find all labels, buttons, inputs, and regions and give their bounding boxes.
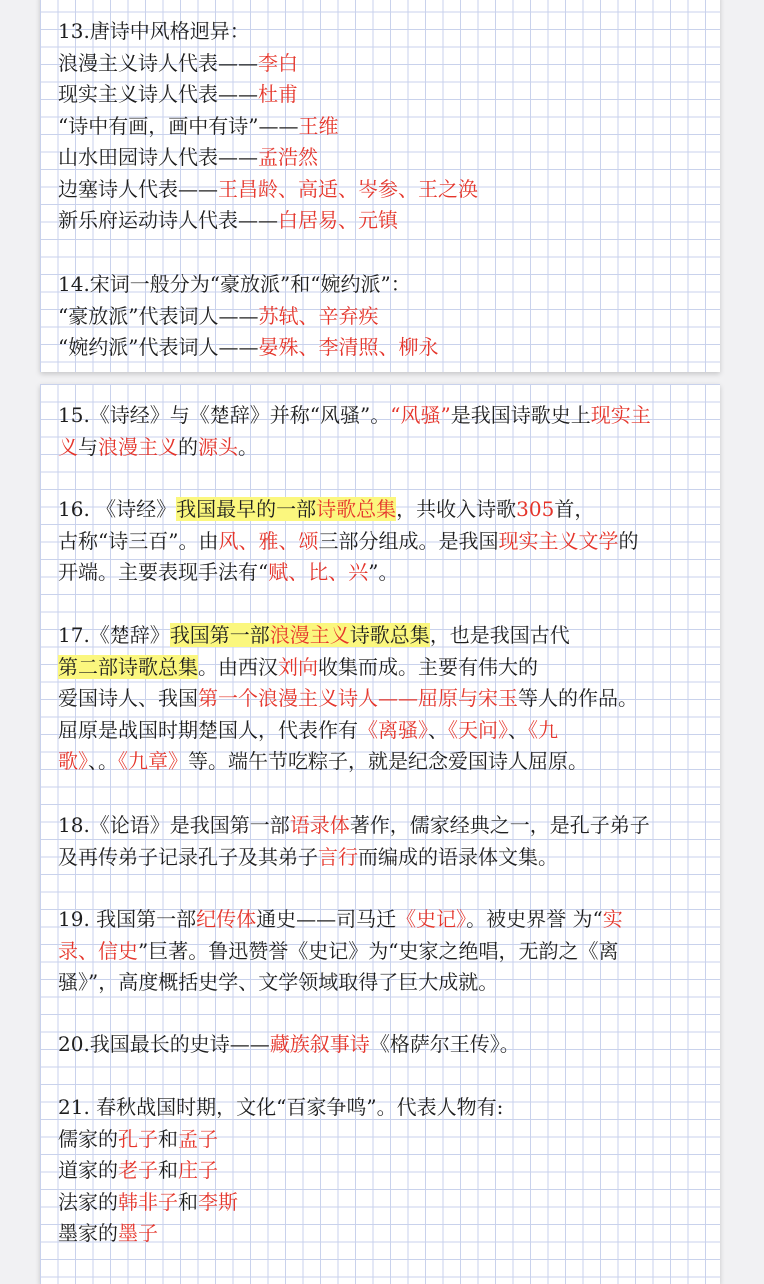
text-line [58, 810, 720, 842]
text: 三部分组成。是我国 [318, 528, 499, 553]
keyword: 藏族叙事诗 [269, 1032, 370, 1056]
poet-label: “豪放派”代表词人—— [58, 303, 259, 328]
text: 。 [238, 434, 258, 459]
text: ，也是我国古代 [429, 623, 570, 647]
school-name: 儒家的 [58, 1126, 118, 1151]
text: 16. 《诗经》 [58, 497, 177, 521]
poet-label: 新乐府运动诗人代表—— [58, 208, 278, 232]
text-line [58, 1029, 720, 1061]
school-line [58, 1155, 720, 1187]
poet-line [58, 48, 720, 80]
text: 和 [178, 1189, 198, 1214]
poet-line [58, 142, 720, 174]
poet-names: 王昌龄、高适、岑参、王之涣 [218, 176, 478, 201]
keyword: “风骚” [390, 403, 451, 427]
keyword: 实 [602, 907, 623, 931]
text-line [58, 652, 720, 684]
poet-names: 苏轼、辛弃疾 [258, 303, 379, 328]
poet-names: 杜甫 [258, 82, 298, 106]
text: 。由西汉 [198, 654, 278, 679]
person-name: 老子 [118, 1158, 158, 1182]
text: 17.《楚辞》 [58, 623, 170, 647]
poet-label: 浪漫主义诗人代表—— [58, 50, 258, 75]
text-line [58, 494, 720, 526]
text: 首， [554, 497, 595, 521]
text: 15.《诗经》与《楚辞》并称“风骚”。 [58, 403, 391, 427]
text: 和 [158, 1158, 178, 1182]
keyword: 现实主 [590, 403, 651, 427]
keyword: 浪漫主义 [98, 434, 178, 459]
poet-line [58, 301, 720, 333]
text: 的 [618, 528, 639, 553]
section-14 [58, 269, 720, 364]
person-name: 李斯 [198, 1189, 238, 1214]
keyword: 言行 [318, 844, 358, 869]
keyword: 《天问》 [448, 717, 508, 742]
school-line [58, 1187, 720, 1219]
section-15 [58, 400, 720, 463]
keyword: 义 [58, 434, 78, 459]
poet-label: 现实主义诗人代表—— [58, 82, 258, 106]
person-name: 孟子 [178, 1126, 218, 1151]
keyword: 现实主义文学 [498, 528, 619, 553]
poet-line [58, 332, 720, 364]
keyword: 诗歌总集 [316, 497, 397, 521]
poet-names: 李白 [258, 50, 298, 75]
text-line [58, 526, 720, 558]
keyword: 录、信史 [58, 938, 138, 963]
section-21 [58, 1092, 720, 1250]
text: 收集而成。主要有伟大的 [318, 654, 538, 679]
section-21-heading: 21. 春秋战国时期，文化“百家争鸣”。代表人物有: [58, 1095, 504, 1119]
text: 我国第一部 [169, 623, 270, 647]
text: 是我国诗歌史上 [450, 403, 591, 427]
text: 开端。主要表现手法有“ [58, 560, 269, 584]
text: 《格萨尔王传》。 [369, 1032, 520, 1056]
section-13-heading: 13.唐诗中风格迥异： [58, 19, 250, 43]
poet-line [58, 174, 720, 206]
poet-label: “婉约派”代表词人—— [58, 335, 259, 359]
text-line [58, 967, 720, 999]
note-card-upper [40, 0, 720, 372]
text: 、 [428, 717, 448, 742]
note-card-lower [40, 384, 720, 1284]
text: 、 [508, 717, 528, 742]
text: ”。 [368, 560, 399, 584]
text: 骚》”，高度概括史学、文学领域取得了巨大成就。 [58, 970, 499, 994]
section-13 [58, 16, 720, 237]
text-line [58, 557, 720, 589]
poet-label: “诗中有画，画中有诗”—— [58, 113, 299, 138]
text: 19. 我国第一部 [58, 907, 197, 931]
highlight [176, 497, 396, 521]
text-line [58, 683, 720, 715]
poet-names: 王维 [298, 113, 339, 138]
text: 而编成的语录体文集。 [358, 844, 558, 869]
keyword: 语录体 [289, 813, 350, 837]
person-name: 庄子 [178, 1158, 218, 1182]
keyword: 源头 [198, 434, 238, 459]
text: 通史——司马迁 [256, 907, 397, 931]
text-line [58, 715, 720, 747]
text: 等。端午节吃粽子，就是纪念爱国诗人屈原。 [188, 749, 588, 773]
keyword: 305 [516, 497, 555, 521]
text: 。被史界誉 为“ [466, 907, 603, 931]
person-name: 墨子 [118, 1221, 158, 1245]
text: 屈原是战国时期楚国人，代表作有 [58, 717, 358, 742]
poet-names: 晏殊、李清照、柳永 [258, 335, 439, 359]
highlight [170, 623, 430, 647]
section-16 [58, 494, 720, 589]
keyword: 赋、比、兴 [268, 560, 369, 584]
text: 18.《论语》是我国第一部 [58, 813, 290, 837]
keyword: 《九章》 [118, 749, 188, 773]
highlight: 第二部诗歌总集 [58, 654, 198, 679]
text-line [58, 936, 720, 968]
text: 和 [158, 1126, 178, 1151]
keyword: 浪漫主义 [269, 623, 350, 647]
poet-line [58, 79, 720, 111]
school-name: 道家的 [58, 1158, 118, 1182]
school-name: 法家的 [58, 1189, 118, 1214]
text: 爱国诗人、我国 [58, 686, 198, 710]
text: 古称“诗三百”。由 [58, 528, 219, 553]
school-line [58, 1124, 720, 1156]
school-name: 墨家的 [58, 1221, 118, 1245]
text: ”巨著。鲁迅赞誉《史记》为“史家之绝唱，无韵之《离 [138, 938, 619, 963]
school-line [58, 1218, 720, 1250]
text: 等人的作品。 [518, 686, 638, 710]
keyword: 刘向 [278, 654, 318, 679]
section-17 [58, 620, 720, 778]
poet-line [58, 111, 720, 143]
text: 及再传弟子记录孔子及其弟子 [58, 844, 318, 869]
text-line [58, 432, 720, 464]
section-19 [58, 904, 720, 999]
keyword: 《史记》 [396, 907, 467, 931]
text: 著作，儒家经典之一，是孔子弟子 [349, 813, 650, 837]
text: 、。 [88, 749, 118, 773]
poet-label: 边塞诗人代表—— [58, 176, 218, 201]
text-line [58, 904, 720, 936]
text-line [58, 842, 720, 874]
poet-label: 山水田园诗人代表—— [58, 145, 258, 169]
section-18 [58, 810, 720, 873]
keyword: 纪传体 [196, 907, 257, 931]
keyword: 《九 [528, 717, 558, 742]
text: 我国最早的一部 [176, 497, 317, 521]
poet-names: 白居易、元镇 [278, 208, 398, 232]
text: 与 [78, 434, 98, 459]
text: 20.我国最长的史诗—— [58, 1032, 270, 1056]
section-14-heading: 14.宋词一般分为“豪放派”和“婉约派”： [58, 272, 411, 296]
keyword: 风、雅、颂 [218, 528, 319, 553]
keyword: 《离骚》 [358, 717, 428, 742]
text: 的 [178, 434, 198, 459]
keyword: 歌》 [58, 749, 88, 773]
text-line [58, 746, 720, 778]
person-name: 韩非子 [118, 1189, 178, 1214]
poet-line [58, 205, 720, 237]
keyword: 第一个浪漫主义诗人——屈原与宋玉 [198, 686, 518, 710]
text-line [58, 620, 720, 652]
text: ，共收入诗歌 [396, 497, 517, 521]
person-name: 孔子 [118, 1126, 158, 1151]
poet-names: 孟浩然 [258, 145, 318, 169]
text: 诗歌总集 [349, 623, 430, 647]
text-line [58, 400, 720, 432]
section-20 [58, 1029, 720, 1061]
